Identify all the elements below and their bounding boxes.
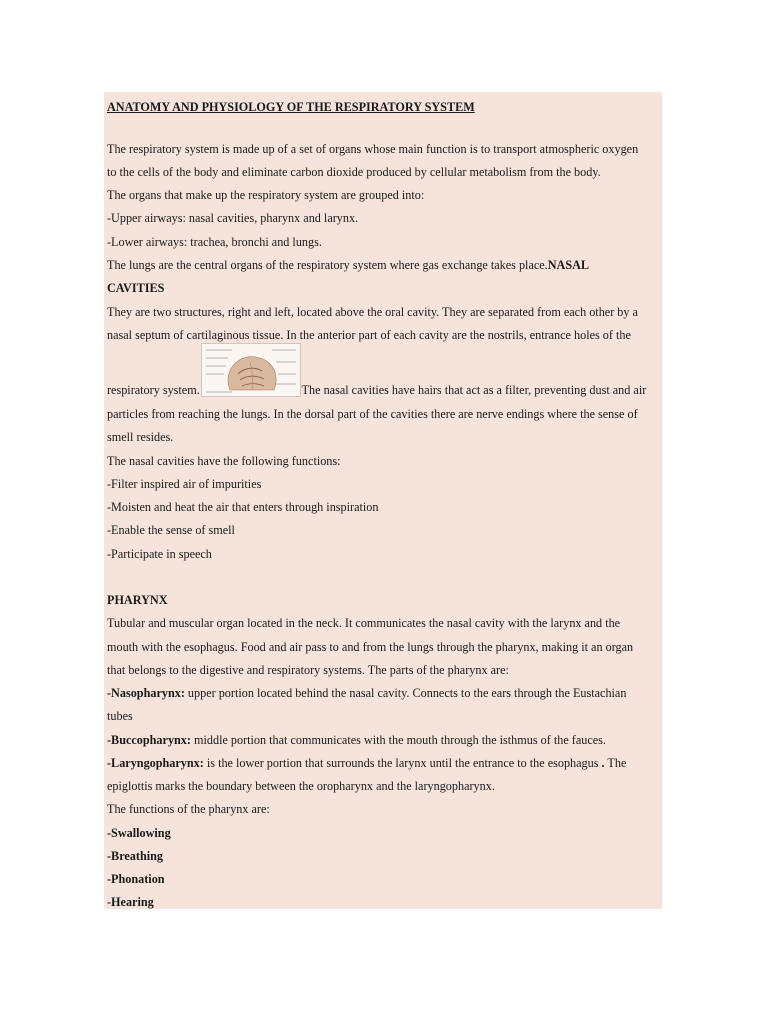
pharynx-function-item: -Swallowing [107, 826, 171, 840]
nasal-paragraph-line-2: nasal septum of cartilaginous tissue. In the anterior part of each cavity are the nostrils, entrance holes of the [107, 328, 631, 342]
nasal-heading-part-1: NASAL [547, 258, 590, 272]
pharynx-heading: PHARYNX [107, 593, 168, 607]
pharynx-paragraph-line-1: Tubular and muscular organ located in the neck. It communicates the nasal cavity with the larynx and the [107, 616, 621, 630]
nasopharynx-term: -Nasopharynx: [107, 686, 185, 700]
buccopharynx-text: middle portion that communicates with the mouth through the isthmus of the fauces. [190, 733, 606, 747]
lungs-sentence [107, 258, 589, 273]
laryngopharynx-term: -Laryngopharynx: [107, 756, 204, 770]
laryngopharynx-text: is the lower portion that surrounds the larynx until the entrance to the esophagus [203, 756, 602, 770]
intro-line-1: The respiratory system is made up of a set of organs whose main function is to transport atmospheric oxygen [107, 142, 639, 156]
lower-airways-item: -Lower airways: trachea, bronchi and lungs. [107, 235, 322, 249]
laryngopharynx-period: . [601, 756, 605, 770]
upper-airways-item: -Upper airways: nasal cavities, pharynx and larynx. [107, 211, 359, 225]
lungs-text: The lungs are the central organs of the respiratory system where gas exchange takes place. [107, 258, 548, 272]
pharynx-function-item: -Breathing [107, 849, 163, 863]
buccopharynx-line [107, 733, 606, 748]
nasal-paragraph-line-5: smell resides. [107, 430, 174, 444]
nasal-paragraph-line-3 [107, 383, 646, 398]
nasal-hairs-text: The nasal cavities have hairs that act as a filter, preventing dust and air [298, 383, 647, 397]
laryngopharynx-line-2: epiglottis marks the boundary between the oropharynx and the laryngopharynx. [107, 779, 495, 793]
nasal-paragraph-line-4: particles from reaching the lungs. In the dorsal part of the cavities there are nerve endings where the sense of [107, 407, 638, 421]
pharynx-paragraph-line-2: mouth with the esophagus. Food and air pass to and from the lungs through the pharynx, making it an organ [107, 640, 634, 654]
laryngopharynx-line [107, 756, 626, 771]
nasal-heading-part-2: CAVITIES [107, 281, 165, 295]
intro-line-2: to the cells of the body and eliminate carbon dioxide produced by cellular metabolism from the body. [107, 165, 601, 179]
pharynx-functions-intro: The functions of the pharynx are: [107, 802, 270, 816]
respiratory-system-text: respiratory system. [107, 383, 200, 397]
pharynx-function-item: -Phonation [107, 872, 165, 886]
nasal-function-item: -Participate in speech [107, 547, 212, 561]
nasal-function-item: -Enable the sense of smell [107, 523, 235, 537]
nasopharynx-line [107, 686, 626, 701]
document-title: ANATOMY AND PHYSIOLOGY OF THE RESPIRATORY SYSTEM [107, 100, 475, 114]
nasopharynx-line-2: tubes [107, 709, 133, 723]
nasal-function-item: -Filter inspired air of impurities [107, 477, 262, 491]
nasal-functions-intro: The nasal cavities have the following functions: [107, 454, 341, 468]
nasopharynx-text: upper portion located behind the nasal cavity. Connects to the ears through the Eustachian [184, 686, 627, 700]
nasal-paragraph-line-1: They are two structures, right and left, located above the oral cavity. They are separated from each other by a [107, 305, 638, 319]
buccopharynx-term: -Buccopharynx: [107, 733, 191, 747]
pharynx-function-item: -Hearing [107, 895, 154, 909]
nasal-function-item: -Moisten and heat the air that enters through inspiration [107, 500, 379, 514]
pharynx-paragraph-line-3: that belongs to the digestive and respiratory systems. The parts of the pharynx are: [107, 663, 509, 677]
intro-line-3: The organs that make up the respiratory system are grouped into: [107, 188, 425, 202]
laryngopharynx-text-end: The [604, 756, 627, 770]
